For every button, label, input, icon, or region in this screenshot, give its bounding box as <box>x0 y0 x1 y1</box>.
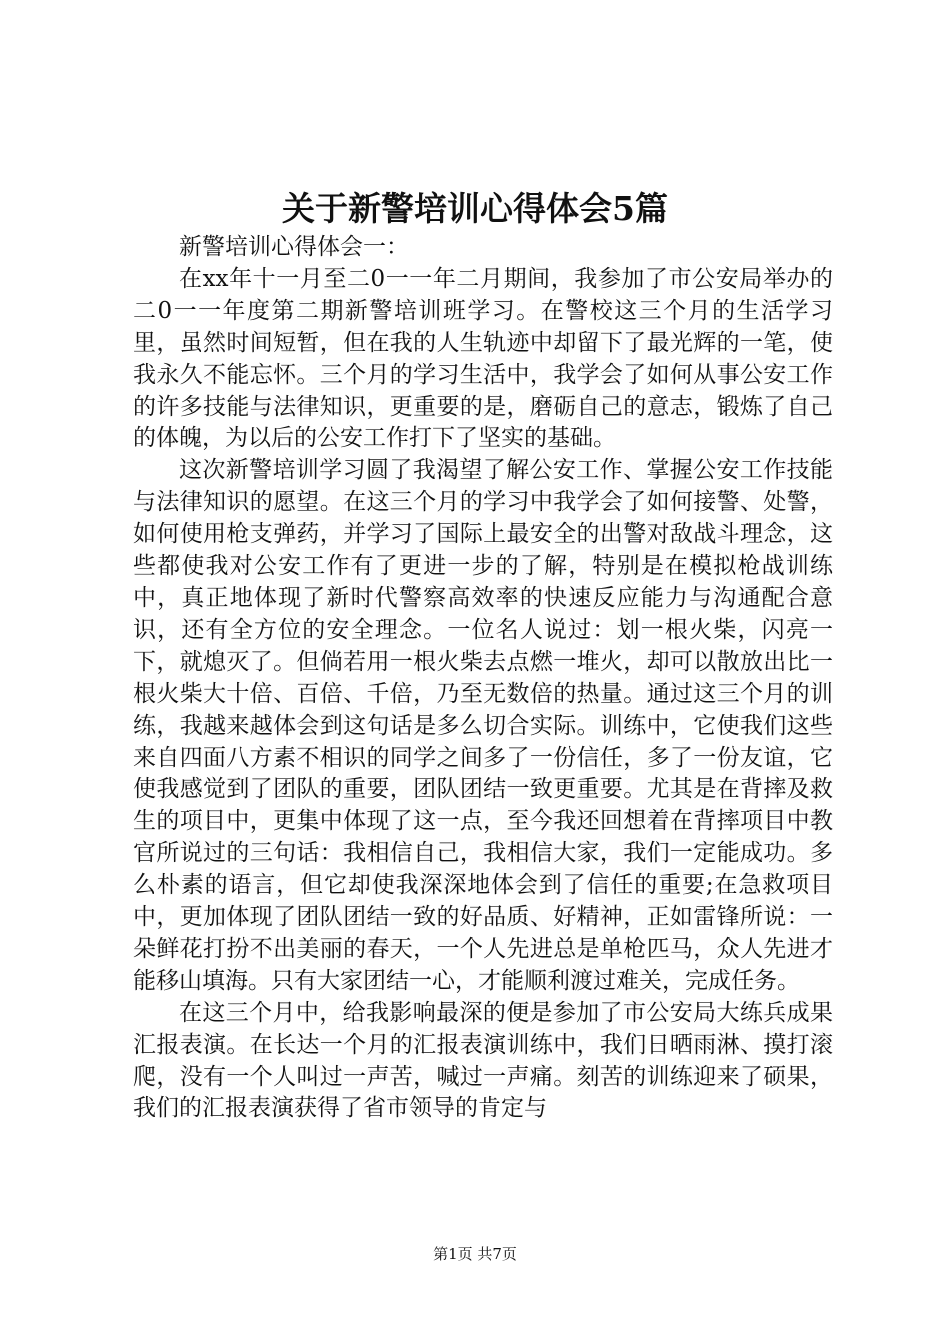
document-body <box>133 232 833 1125</box>
section-heading: 新警培训心得体会一： <box>179 234 409 260</box>
page-footer: 第1页 共7页 <box>433 1245 517 1263</box>
paragraph-1: 在xx年十一月至二0一一年二月期间，我参加了市公安局举办的二0一一年度第二期新警培训班学习。在警校这三个月的生活学习里，虽然时间短暂，但在我的人生轨迹中却留下了最光辉的一笔，使我永久不能忘怀。三个月的学习生活中，我学会了如何从事公安工作的许多技能与法律知识，更重要的是，磨砺自己的意志，锻炼了自己的体魄，为以后的公安工作打下了坚实的基础。 <box>133 265 833 452</box>
paragraph-2: 这次新警培训学习圆了我渴望了解公安工作、掌握公安工作技能与法律知识的愿望。在这三个月的学习中我学会了如何接警、处警，如何使用枪支弹药，并学习了国际上最安全的出警对敌战斗理念，这些都使我对公安工作有了更进一步的了解，特别是在模拟枪战训练中，真正地体现了新时代警察高效率的快速反应能力与沟通配合意识，还有全方位的安全理念。一位名人说过：划一根火柴，闪亮一下，就熄灭了。但倘若用一根火柴去点燃一堆火，却可以散放出比一根火柴大十倍、百倍、千倍，乃至无数倍的热量。通过这三个月的训练，我越来越体会到这句话是多么切合实际。训练中，它使我们这些来自四面八方素不相识的同学之间多了一份信任，多了一份友谊，它使我感觉到了团队的重要，团队团结一致更重要。尤其是在背摔及救生的项目中，更集中体现了这一点，至今我还回想着在背摔项目中教官所说过的三句话：我相信自己，我相信大家，我们一定能成功。多么朴素的语言，但它却使我深深地体会到了信任的重要;在急救项目中，更加体现了团队团结一致的好品质、好精神，正如雷锋所说：一朵鲜花打扮不出美丽的春天，一个人先进总是单枪匹马，众人先进才能移山填海。只有大家团结一心，才能顺利渡过难关，完成任务。 <box>133 457 833 994</box>
document-title: 关于新警培训心得体会5篇 <box>282 189 668 228</box>
paragraph-3: 在这三个月中，给我影响最深的便是参加了市公安局大练兵成果汇报表演。在长达一个月的汇报表演训练中，我们日晒雨淋、摸打滚爬，没有一个人叫过一声苦，喊过一声痛。刻苦的训练迎来了硕果，我们的汇报表演获得了省市领导的肯定与 <box>133 999 833 1122</box>
